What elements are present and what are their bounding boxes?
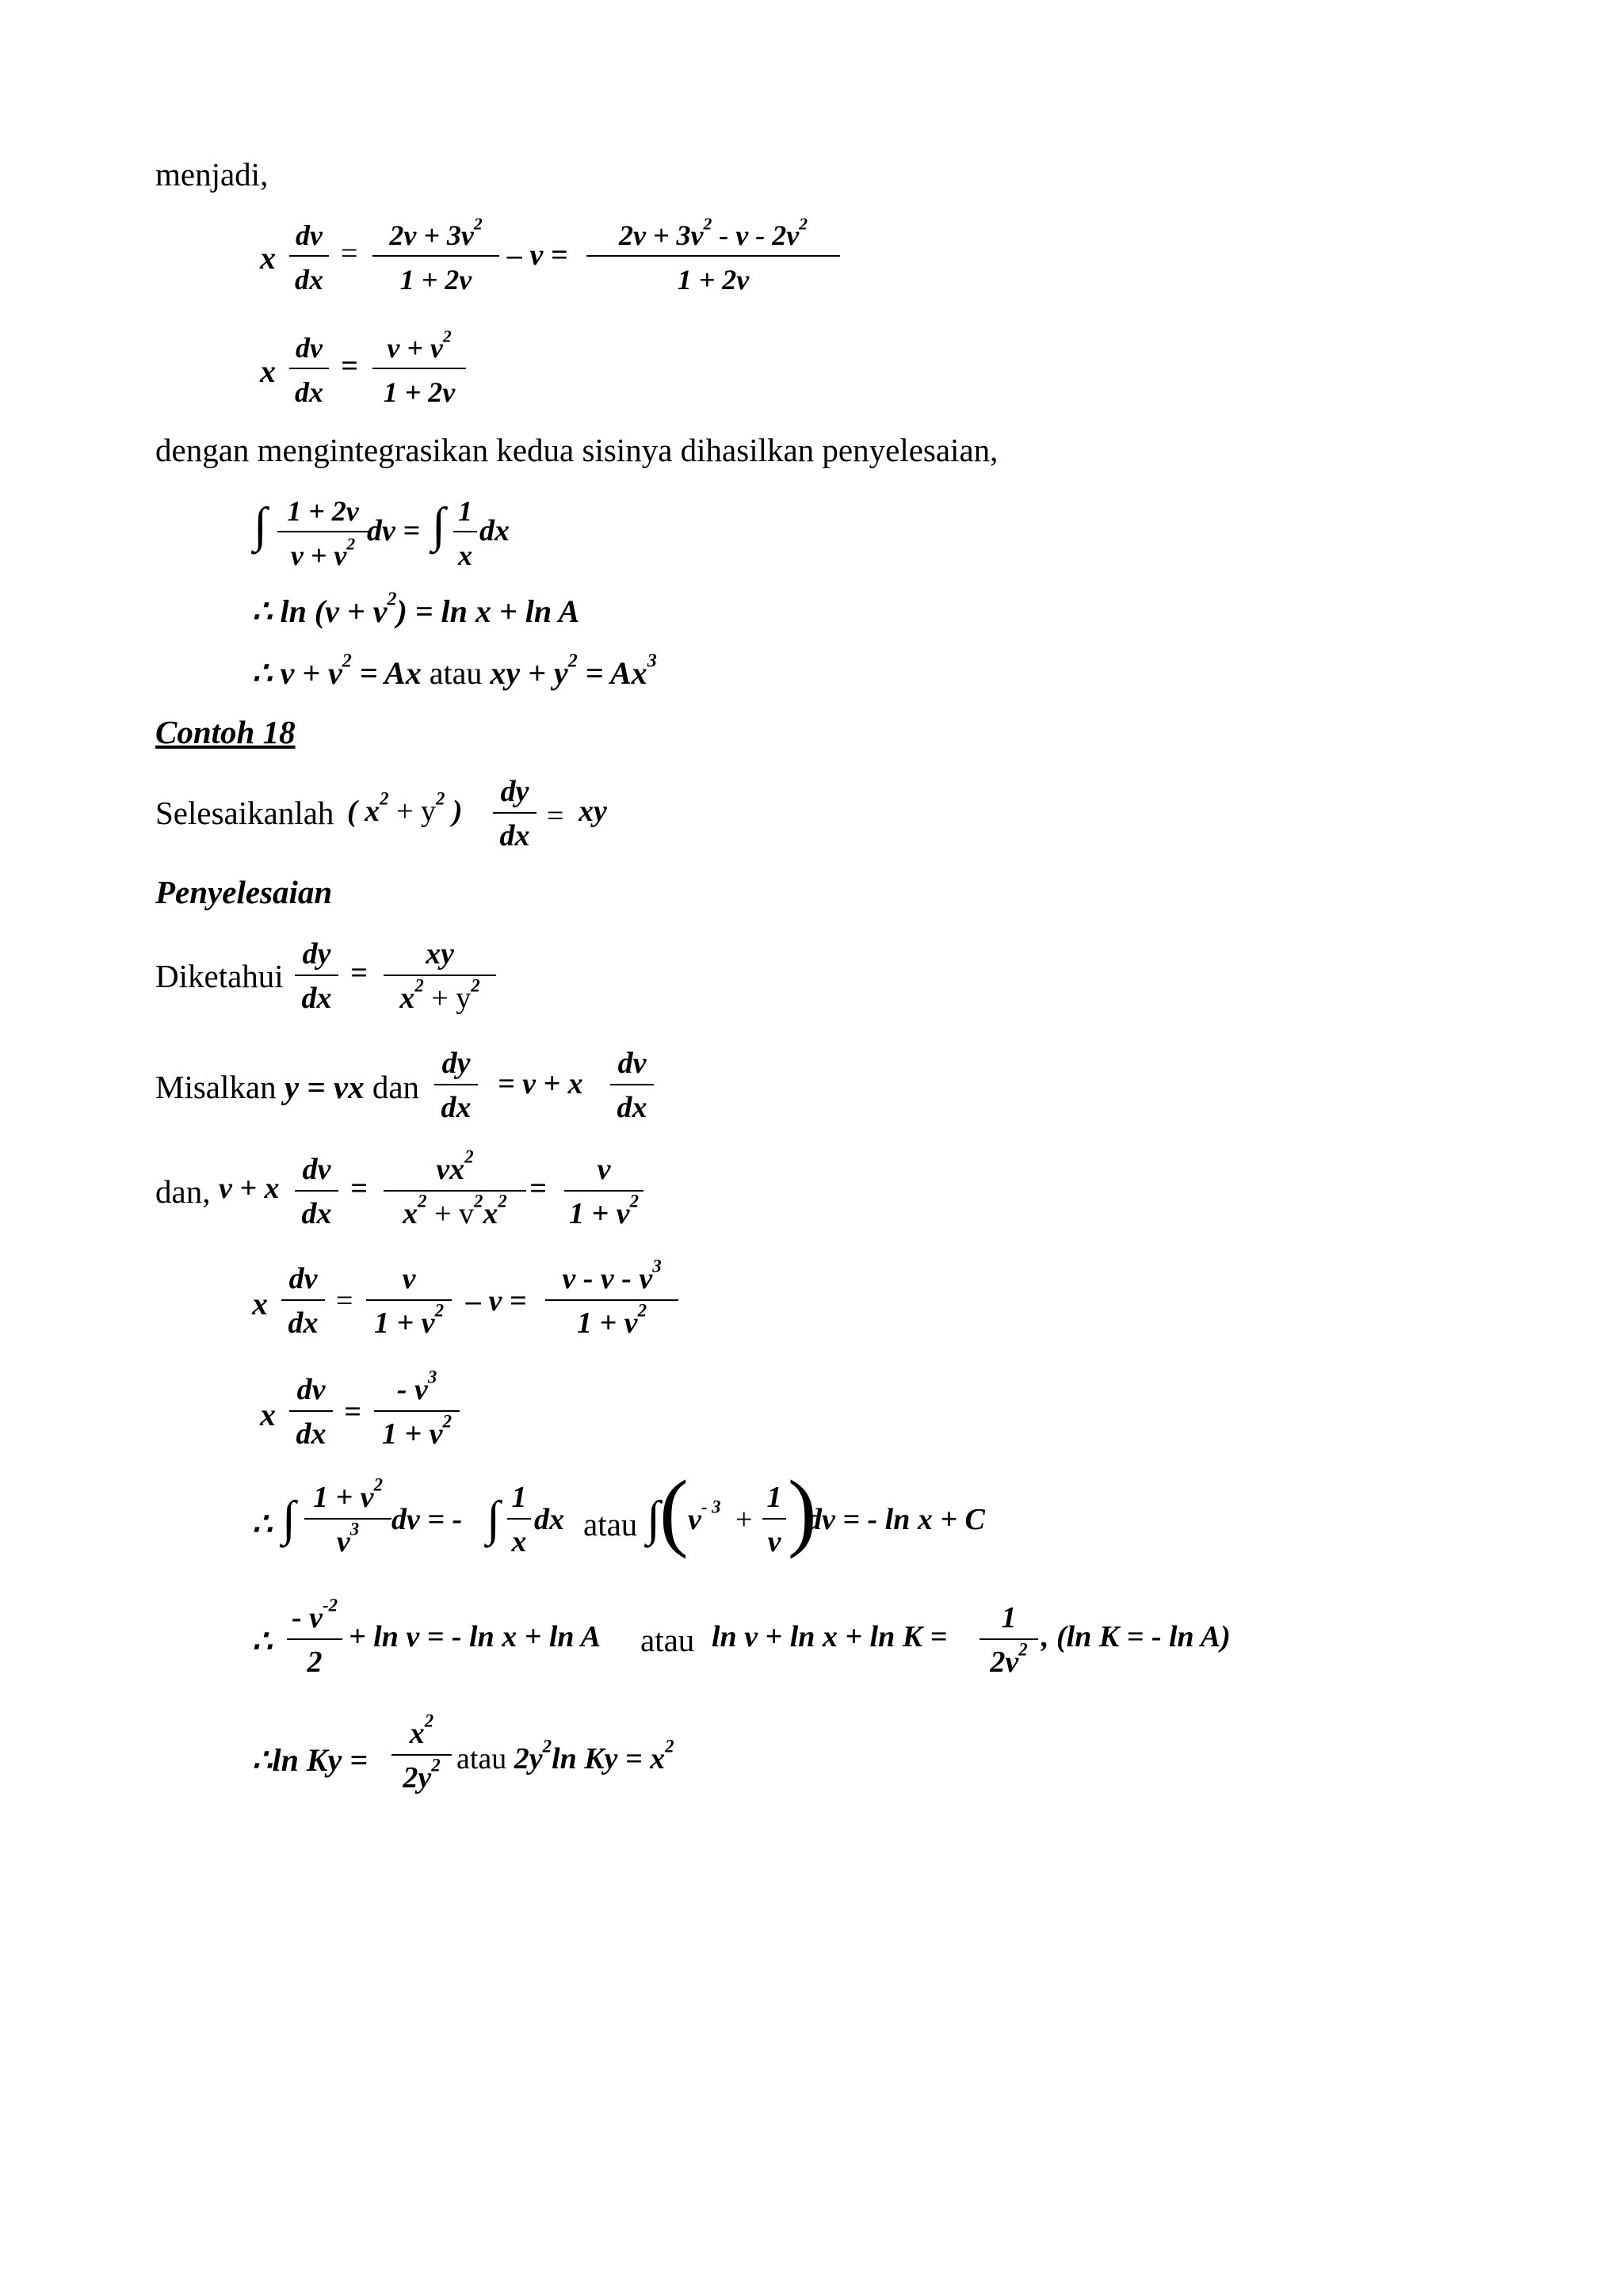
fraction-1-over-x: [453, 490, 477, 577]
integral-sign: ∫: [647, 1492, 660, 1546]
fraction-3: [545, 1256, 678, 1347]
denominator: dx: [301, 1197, 332, 1230]
fraction-dv-dx: [289, 326, 329, 414]
fraction-bar: [295, 1190, 338, 1192]
fraction-bar: [507, 1518, 531, 1520]
fraction-2: [374, 1367, 460, 1458]
numerator: dy: [500, 775, 529, 808]
numerator: v - v - $v^3$: [562, 1256, 662, 1295]
minus-v-equals: – v =: [466, 1284, 527, 1318]
minus-v-equals: – v =: [507, 238, 568, 272]
dan-label: dan,: [155, 1173, 211, 1210]
numerator: 1 + 2v: [287, 495, 359, 527]
equation-5: ∴ $v + v^2 = Ax$ atau xy + $y^2 = Ax^3$: [252, 650, 657, 691]
fraction-bar: [493, 812, 537, 814]
therefore-sign: ∴: [252, 1623, 273, 1659]
denominator: $1 + v^2$: [577, 1300, 647, 1340]
dv-equals-minus: dv = -: [391, 1503, 463, 1536]
var-x: x: [252, 1286, 268, 1322]
solution-heading: Penyelesaian: [155, 874, 333, 910]
numerator: dy: [302, 937, 331, 971]
fraction-bar: [762, 1518, 786, 1520]
fraction-dy-dx: [434, 1044, 478, 1131]
fraction-bar: [545, 1299, 678, 1301]
numerator: 1: [458, 495, 472, 527]
denominator: dx: [301, 982, 332, 1015]
denominator: 1 + 2v: [383, 376, 456, 408]
equals: =: [547, 799, 564, 833]
plus: +: [735, 1503, 753, 1536]
numerator: dv: [288, 1262, 318, 1295]
equation-4: ∴ $\ln (v + v^2) = \ln x + \ln A$: [252, 589, 580, 629]
fraction-rhs: [384, 935, 496, 1022]
denominator: dx: [288, 1306, 319, 1340]
fraction-bar: [277, 531, 369, 532]
text: dengan mengintegrasikan kedua sisinya dihasilkan penyelesaian,: [155, 432, 999, 468]
example-heading: Contoh 18: [155, 714, 296, 750]
result: dv = - ln x + C: [807, 1503, 985, 1536]
denominator: x: [458, 540, 472, 571]
question-lhs: ( $x^2 + y^2$ ): [347, 788, 463, 828]
numerator: $x^2$: [409, 1711, 434, 1750]
equals: =: [344, 1395, 361, 1428]
numerator: $2v + 3v^2 - v - 2v^2$: [618, 214, 808, 251]
var-x: x: [260, 353, 276, 389]
dx: dx: [534, 1503, 564, 1536]
denominator: 1 + 2v: [677, 264, 750, 296]
denominator: $v + v^2$: [290, 534, 356, 571]
numerator: dv: [296, 1373, 326, 1406]
numerator: xy: [426, 937, 454, 971]
given-label: Diketahui: [155, 958, 284, 994]
numerator: v: [402, 1262, 416, 1295]
numerator: dv: [617, 1047, 647, 1080]
fraction-bar: [289, 1410, 333, 1412]
denominator: dx: [441, 1091, 472, 1124]
fraction-bar: [372, 255, 499, 257]
denominator: x: [511, 1525, 527, 1558]
fraction-dy-dx: [295, 935, 338, 1022]
equals: =: [341, 237, 358, 270]
equals: =: [529, 1172, 547, 1205]
dx: dx: [479, 514, 510, 547]
therefore-sign: ∴: [252, 1506, 273, 1542]
fraction-3: [564, 1150, 643, 1238]
fraction-1: [287, 1595, 342, 1686]
fraction-bar: [295, 974, 338, 976]
fraction-bar: [610, 1084, 654, 1085]
fraction-bar: [434, 1084, 478, 1085]
text: menjadi,: [155, 156, 269, 193]
fraction-2: [980, 1599, 1038, 1686]
numerator: 1: [766, 1481, 782, 1514]
numerator: - $v^3$: [396, 1367, 437, 1406]
numerator: $1 + v^2$: [313, 1474, 383, 1514]
denominator: $1 + v^2$: [569, 1191, 639, 1230]
fraction-dv-dx: [610, 1044, 654, 1131]
fraction-1-over-v: [762, 1478, 786, 1566]
denominator: $v^3$: [336, 1519, 360, 1558]
numerator: dv: [296, 332, 323, 364]
right-paren: ): [788, 1463, 817, 1559]
equals: =: [341, 349, 358, 383]
fraction-dv-dx: [289, 1371, 333, 1458]
atau: atau: [583, 1506, 638, 1543]
numerator: dv: [302, 1153, 331, 1186]
fraction-1: [277, 490, 369, 577]
equals: =: [350, 956, 368, 990]
fraction-bar: [453, 531, 477, 532]
question-label: Selesaikanlah: [155, 795, 334, 831]
integral-sign: ∫: [254, 498, 267, 552]
left-paren: (: [659, 1463, 689, 1559]
fraction-bar: [391, 1754, 452, 1756]
denominator: $1 + v^2$: [374, 1300, 444, 1340]
denominator: $x^2 + y^2$: [399, 975, 480, 1015]
fraction-bar: [289, 368, 329, 369]
fraction-bar: [287, 1638, 342, 1640]
lhs-rest: + ln v = - ln x + ln A: [349, 1620, 601, 1653]
fraction-1-over-x: [507, 1478, 531, 1566]
fraction-dv-dx: [281, 1260, 325, 1347]
paragraph-dengan: [155, 431, 998, 470]
numerator: - $v^{-2}$: [291, 1595, 338, 1634]
fraction-2: [372, 326, 466, 414]
v-plus-x: = v + x: [498, 1067, 583, 1100]
numerator: 1: [511, 1481, 527, 1514]
paragraph-menjadi: [155, 155, 268, 194]
atau: atau: [640, 1622, 695, 1658]
integral-sign: ∫: [487, 1492, 500, 1546]
denominator: dx: [295, 264, 323, 296]
numerator: dy: [441, 1047, 471, 1080]
denominator: dx: [499, 819, 530, 852]
numerator: v: [597, 1153, 611, 1186]
dv-equals: dv =: [367, 514, 421, 547]
numerator: dv: [296, 219, 323, 251]
denominator: v: [767, 1525, 781, 1558]
alt-form: atau $2y^2\ln$ $Ky = x^2$: [456, 1736, 674, 1775]
fraction-bar: [281, 1299, 325, 1301]
denominator: $2y^2$: [403, 1755, 441, 1794]
v-power: $v^{- 3}$: [688, 1497, 721, 1536]
fraction: [391, 1711, 452, 1806]
substitution-text: Misalkan y = vx dan: [155, 1069, 420, 1105]
var-x: x: [260, 240, 276, 276]
denominator: 1 + 2v: [399, 264, 472, 296]
fraction-bar: [289, 255, 329, 257]
fraction-dv-dx: [289, 214, 329, 301]
integral-sign: ∫: [432, 498, 445, 552]
denominator: dx: [295, 376, 323, 408]
var-x: x: [260, 1397, 276, 1432]
denominator: 2: [307, 1646, 323, 1679]
fraction-2: [384, 1146, 526, 1238]
fraction-bar: [304, 1518, 391, 1520]
numerator: $v + v^2$: [387, 326, 452, 364]
fraction-dy-dx: [493, 772, 537, 860]
integral-sign: ∫: [282, 1492, 296, 1546]
fraction-dv-dx: [295, 1150, 338, 1238]
question-rhs: xy: [579, 795, 607, 828]
alt-form: ln v + ln x + ln K =: [712, 1620, 948, 1653]
denominator: $x^2 + v^2x^2$: [403, 1191, 507, 1230]
denominator: dx: [617, 1091, 647, 1124]
equals: =: [336, 1284, 353, 1318]
fraction-bar: [980, 1638, 1038, 1640]
fraction-2: [366, 1260, 452, 1347]
denominator: dx: [296, 1417, 327, 1451]
denominator: $2v^2$: [990, 1639, 1028, 1679]
fraction-2: [372, 214, 499, 301]
numerator: $2v + 3v^2$: [389, 214, 483, 251]
equals: =: [350, 1172, 368, 1205]
denominator: $1 + v^2$: [382, 1411, 452, 1451]
lhs: ∴ln Ky =: [252, 1742, 369, 1778]
fraction-bar: [372, 368, 466, 369]
fraction-3: [586, 214, 840, 301]
numerator: 1: [1001, 1601, 1017, 1634]
tail: , (ln K = - ln A): [1041, 1620, 1231, 1653]
fraction-1: [304, 1474, 391, 1566]
numerator: $vx^2$: [436, 1146, 474, 1186]
fraction-bar: [586, 255, 840, 257]
v-plus-x: v + x: [219, 1172, 280, 1205]
